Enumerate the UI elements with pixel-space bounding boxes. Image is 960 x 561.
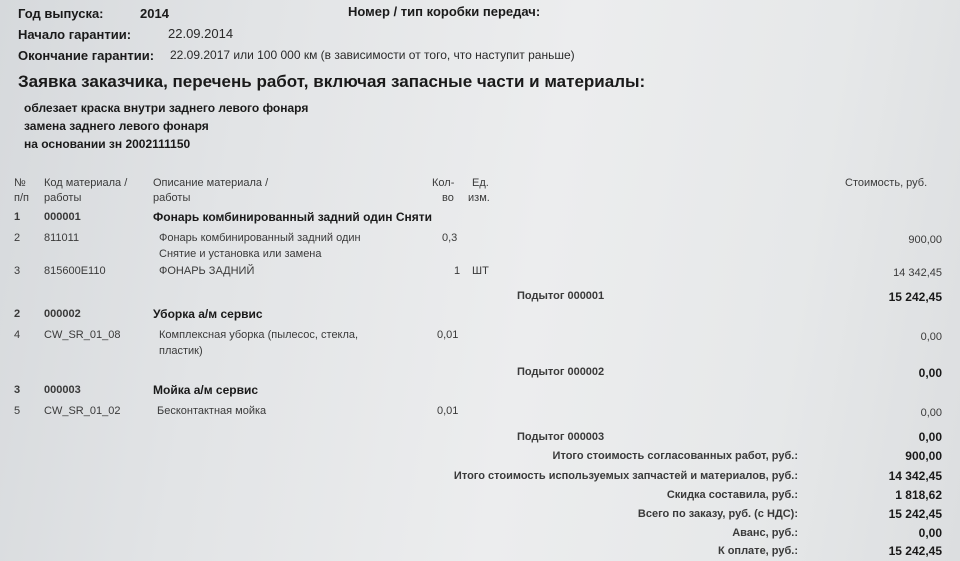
request-line: на основании зн 2002111150	[24, 137, 191, 151]
subtotal-label: Подытог 000003	[517, 431, 605, 443]
total-parts-label: Итого стоимость используемых запчастей и материалов, руб.:	[453, 470, 798, 482]
col-header-num: №	[14, 177, 26, 189]
col-header-unit: Ед.	[472, 177, 489, 189]
advance-value: 0,00	[918, 526, 942, 540]
col-header-code: Код материала /	[44, 177, 128, 189]
group-num: 3	[14, 384, 21, 396]
row-desc: Бесконтактная мойка	[157, 405, 267, 417]
row-code: 811011	[44, 232, 80, 244]
col-header-desc: Описание материала /	[153, 177, 269, 189]
group-num: 1	[14, 211, 21, 223]
row-desc: Фонарь комбинированный задний один	[159, 232, 361, 244]
row-num: 3	[14, 265, 21, 277]
discount-label: Скидка составила, руб.:	[666, 489, 798, 501]
row-num: 2	[14, 232, 21, 244]
col-header-cost: Стоимость, руб.	[845, 177, 928, 189]
row-qty: 1	[454, 265, 461, 277]
discount-value: 1 818,62	[895, 488, 942, 502]
warranty-end-label: Окончание гарантии:	[18, 48, 155, 63]
col-header-code-2: работы	[44, 192, 82, 204]
to-pay-label: К оплате, руб.:	[717, 545, 798, 557]
year-label: Год выпуска:	[18, 6, 104, 21]
subtotal-value: 15 242,45	[888, 290, 942, 304]
row-qty: 0,01	[437, 329, 459, 341]
row-cost: 0,00	[920, 407, 942, 419]
col-header-unit-2: изм.	[468, 192, 490, 204]
request-title: Заявка заказчика, перечень работ, включая запасные части и материалы:	[18, 72, 646, 91]
request-line: замена заднего левого фонаря	[24, 119, 209, 133]
row-cost: 0,00	[920, 331, 942, 343]
row-code: CW_SR_01_08	[44, 329, 121, 341]
grand-total-label: Всего по заказу, руб. (с НДС):	[637, 508, 798, 520]
group-num: 2	[14, 308, 21, 320]
gearbox-label: Номер / тип коробки передач:	[348, 4, 541, 19]
group-code: 000003	[44, 384, 81, 396]
warranty-start-label: Начало гарантии:	[18, 27, 132, 42]
row-num: 4	[14, 329, 21, 341]
advance-label: Аванс, руб.:	[732, 527, 798, 539]
group-title: Фонарь комбинированный задний один Сняти	[153, 210, 433, 224]
grand-total-value: 15 242,45	[888, 507, 942, 521]
total-works-label: Итого стоимость согласованных работ, руб.:	[552, 450, 798, 462]
row-qty: 0,01	[437, 405, 459, 417]
row-num: 5	[14, 405, 21, 417]
row-qty: 0,3	[442, 232, 458, 244]
subtotal-value: 0,00	[918, 430, 942, 444]
total-works-value: 900,00	[905, 449, 942, 463]
group-title: Мойка а/м сервис	[153, 383, 259, 397]
to-pay-value: 15 242,45	[888, 544, 942, 558]
row-desc: Комплексная уборка (пылесос, стекла,	[159, 329, 359, 341]
col-header-qty-2: во	[442, 192, 454, 204]
subtotal-label: Подытог 000002	[517, 366, 605, 378]
group-title: Уборка а/м сервис	[153, 307, 263, 321]
total-parts-value: 14 342,45	[888, 469, 942, 483]
row-unit: ШТ	[472, 265, 489, 277]
row-code: 815600E110	[44, 265, 106, 277]
row-desc-2: Снятие и установка или замена	[159, 248, 322, 260]
warranty-start-value: 22.09.2014	[168, 26, 234, 41]
row-cost: 14 342,45	[893, 267, 942, 279]
group-code: 000002	[44, 308, 81, 320]
subtotal-label: Подытог 000001	[517, 290, 605, 302]
row-code: CW_SR_01_02	[44, 405, 121, 417]
col-header-qty: Кол-	[432, 177, 455, 189]
col-header-desc-2: работы	[153, 192, 191, 204]
row-desc-2: пластик)	[159, 345, 203, 357]
year-value: 2014	[140, 6, 169, 21]
warranty-end-value: 22.09.2017 или 100 000 км (в зависимости от того, что наступит раньше)	[170, 48, 575, 62]
request-line: облезает краска внутри заднего левого фонаря	[24, 101, 309, 115]
group-code: 000001	[44, 211, 81, 223]
subtotal-value: 0,00	[918, 366, 942, 380]
row-desc: ФОНАРЬ ЗАДНИЙ	[159, 265, 255, 277]
col-header-num-2: п/п	[14, 192, 29, 204]
row-cost: 900,00	[908, 234, 942, 246]
